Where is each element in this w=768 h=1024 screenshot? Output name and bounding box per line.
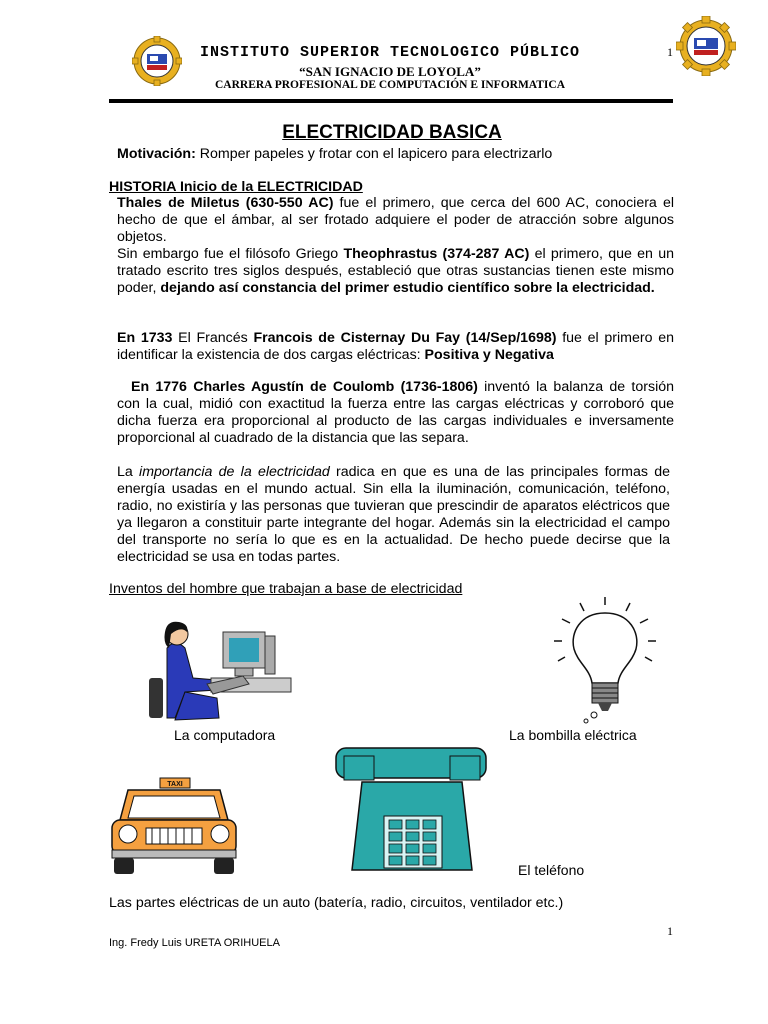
taxi-sign-text: TAXI [167,781,183,788]
motivation-label: Motivación: [117,146,196,162]
theophrastus-paragraph [117,246,674,297]
light-bulb-illustration [550,595,660,725]
thales-paragraph [117,195,674,246]
footer-author: Ing. Fredy Luis URETA ORIHUELA [109,937,280,949]
career-name: CARRERA PROFESIONAL DE COMPUTACIÓN E INFORMATICA [214,79,566,91]
dufay-year: En 1733 [117,330,173,346]
history-heading-text: HISTORIA Inicio de la ELECTRICIDAD [109,179,363,195]
telephone-illustration [332,742,492,874]
inventions-heading-text: Inventos del hombre que trabajan a base de electricidad [109,581,463,597]
coulomb-text: inventó la balanza de torsión con la cual, midió con exactitud la fuerza entre las cargas eléctricas y corroboró que dicha fuerza era proporcional al producto de las cargas individuales e inversamente proporcional al cuadrado de la distancia que las separa. [117,379,675,446]
bulb-caption: La bombilla eléctrica [509,727,637,743]
dufay-pre: El Francés [172,330,254,346]
footer-page-number: 1 [667,924,673,938]
dufay-charges: Positiva y Negativa [424,347,554,363]
importance-pre: La [117,464,140,480]
institute-logo-right [676,16,736,76]
history-heading [109,179,669,196]
importance-text: radica en que es una de las principales formas de energía usadas en el mundo actual. Sin ella la iluminación, comunicación, teléfono, radio, no existiría y las personas que tuvieran que prescindir de aparatos eléctricos que ya llegaron a constituir parte integrante del hogar. Además sin la electricidad el campo del transporte no sería lo que es en la actualidad. De hecho puede decirse que la electricidad se usa en todas partes. [117,464,670,565]
thales-text: fue el primero, que cerca del 600 AC, conociera el hecho de que el ámbar, al ser frotado adquiere el poder de atracción sobre algunos objetos. [117,195,675,245]
page-title: ELECTRICIDAD BASICA [282,122,502,143]
dufay-name: Francois de Cisternay Du Fay (14/Sep/1698) [253,330,557,346]
institute-name: INSTITUTO SUPERIOR TECNOLOGICO PÚBLICO [199,44,581,61]
motivation-text: Romper papeles y frotar con el lapicero para electrizarlo [195,146,553,162]
coulomb-heading: En 1776 Charles Agustín de Coulomb (1736-1806) [131,379,478,395]
theophrastus-pre: Sin embargo fue el filósofo Griego [117,246,344,262]
computer-user-illustration [145,618,295,728]
dufay-mid: fue el primero en identificar la existencia de dos cargas eléctricas: [117,330,674,363]
campus-name: “SAN IGNACIO DE LOYOLA” [299,64,481,79]
car-parts-line: Las partes eléctricas de un auto (batería, radio, circuitos, ventilador etc.) [109,895,564,911]
theophrastus-mid: el primero, que en un tratado escrito tres siglos después, estableció que otras sustancias tienen este mismo poder, [117,246,674,296]
taxi-illustration [108,776,240,878]
motivation-line [117,146,677,163]
importance-italic: importancia de la electricidad [139,464,330,480]
header-page-number: 1 [667,45,673,59]
computer-caption: La computadora [174,727,276,743]
theophrastus-conclusion: dejando así constancia del primer estudio científico sobre la electricidad. [160,280,655,296]
coulomb-paragraph [117,379,674,447]
dufay-paragraph [117,330,674,364]
phone-caption: El teléfono [518,862,585,878]
thales-name: Thales de Miletus (630-550 AC) [117,195,334,211]
header-divider [109,99,673,103]
inventions-heading [109,581,462,598]
theophrastus-name: Theophrastus (374-287 AC) [343,246,530,262]
importance-paragraph [117,464,670,566]
